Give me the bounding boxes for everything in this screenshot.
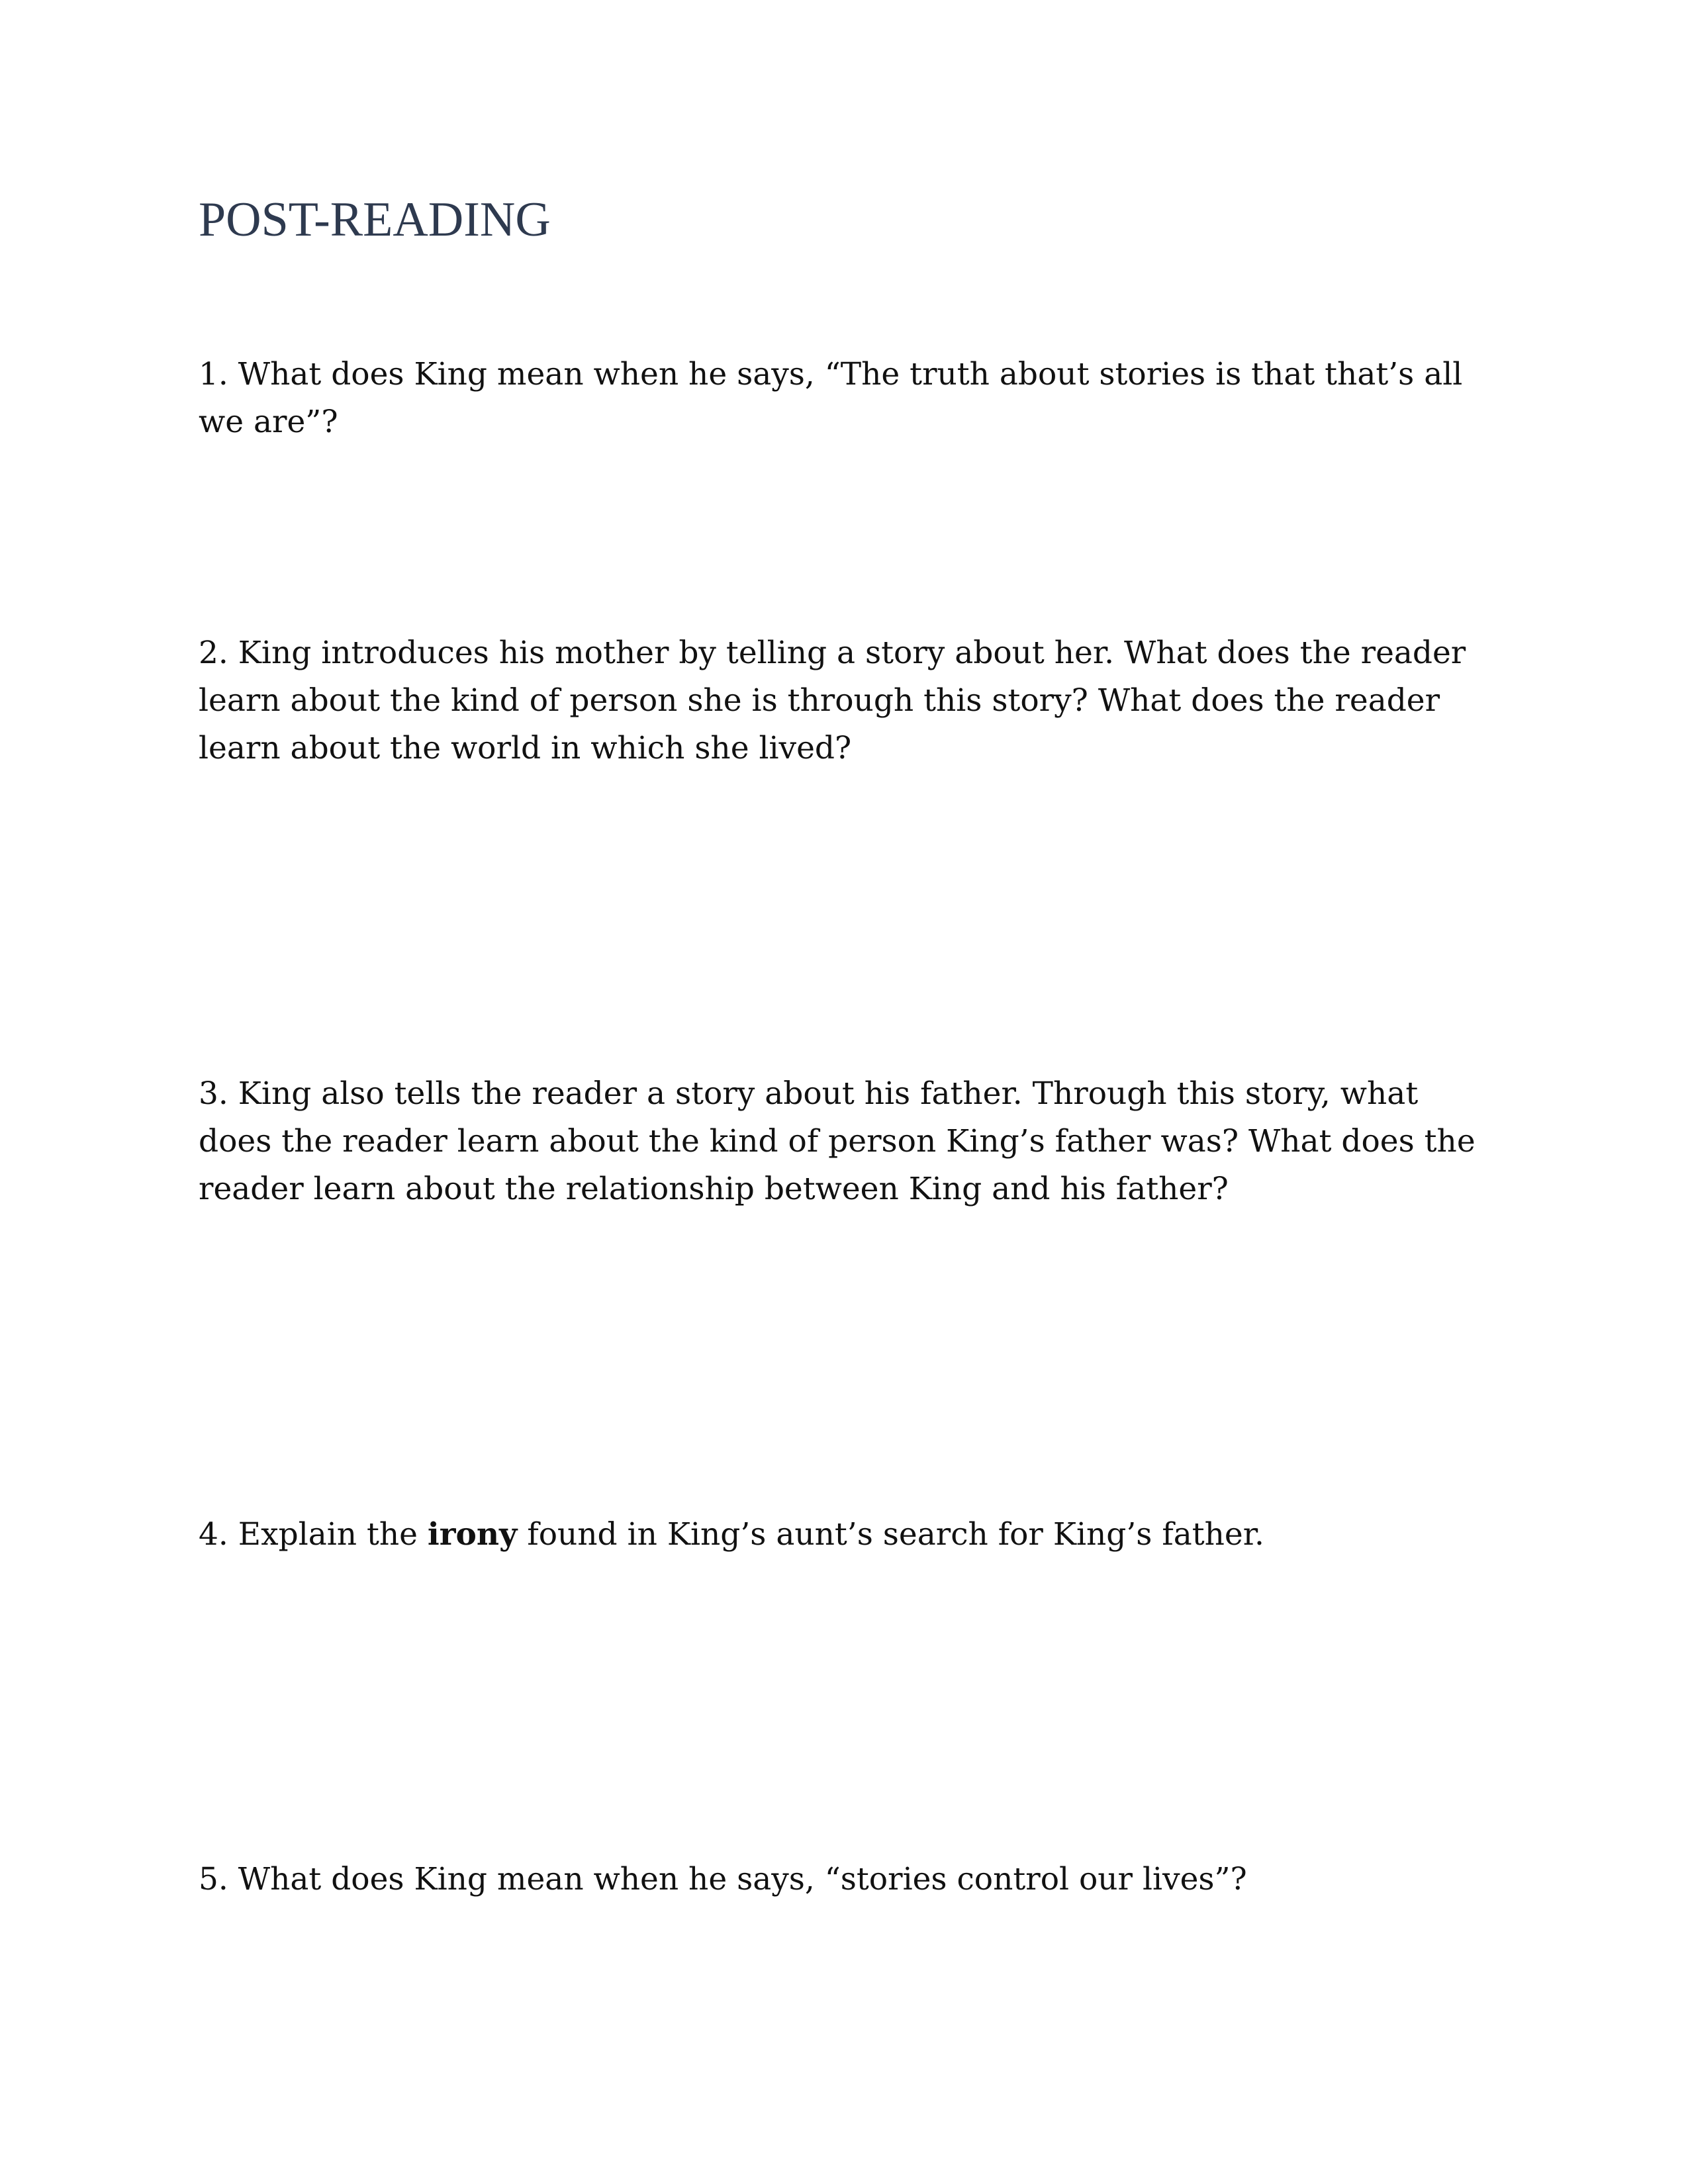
question-number: 3. bbox=[199, 1075, 228, 1112]
question-1 bbox=[199, 351, 1496, 446]
page-title: POST-READING bbox=[199, 193, 551, 247]
question-text: What does King mean when he says, “stories control our lives”? bbox=[238, 1861, 1247, 1897]
question-text: King also tells the reader a story about his father. Through this story, what does the reader learn about the kind of person King’s father was? What does the reader learn about the relationship between King and his father? bbox=[199, 1075, 1476, 1207]
question-2 bbox=[199, 629, 1496, 772]
question-3 bbox=[199, 1070, 1496, 1213]
question-number: 1. bbox=[199, 356, 228, 392]
question-number: 5. bbox=[199, 1861, 228, 1897]
question-text: King introduces his mother by telling a story about her. What does the reader learn about the kind of person she is through this story? What does the reader learn about the world in which she lived? bbox=[199, 635, 1466, 766]
question-number: 2. bbox=[199, 635, 228, 671]
question-text: What does King mean when he says, “The truth about stories is that that’s all we are”? bbox=[199, 356, 1463, 440]
question-text-before: Explain the bbox=[238, 1516, 418, 1553]
question-number: 4. bbox=[199, 1516, 228, 1553]
bold-term-irony: irony bbox=[427, 1516, 518, 1553]
question-5 bbox=[199, 1856, 1496, 1903]
question-4 bbox=[199, 1511, 1496, 1559]
question-text-after: found in King’s aunt’s search for King’s father. bbox=[527, 1516, 1264, 1553]
